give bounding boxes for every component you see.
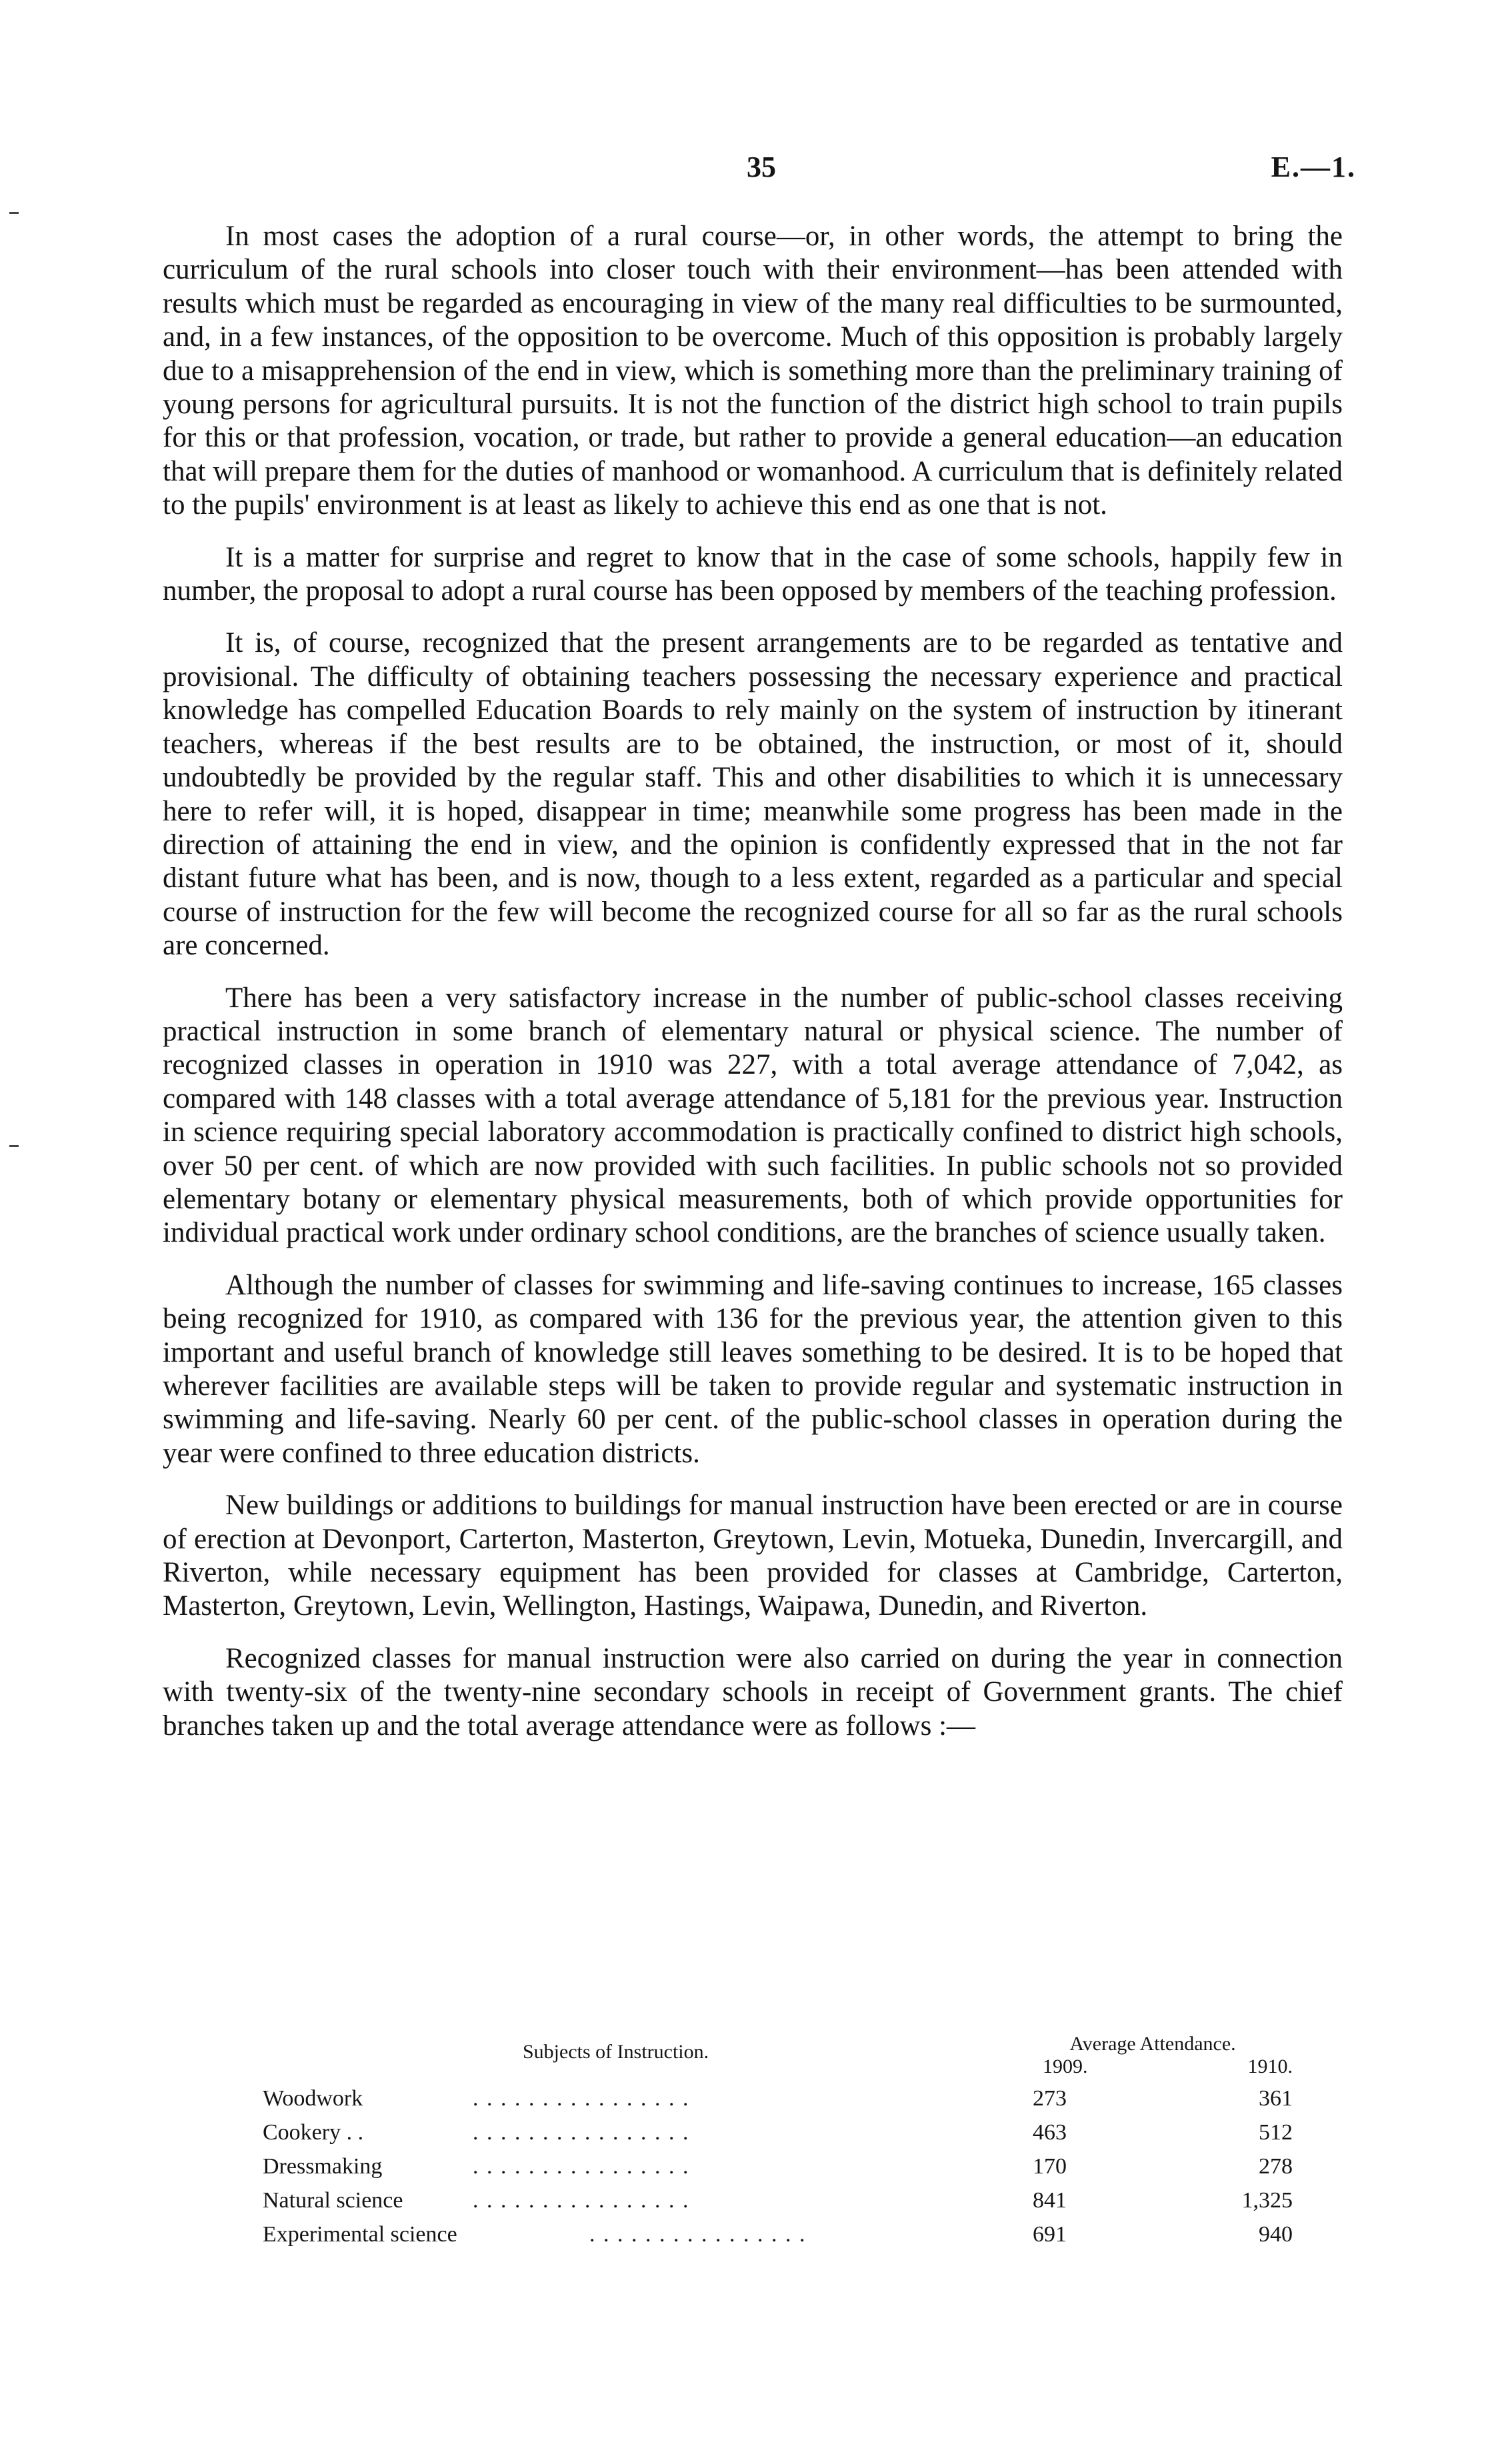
scan-mark: [9, 1145, 19, 1147]
table-row: [163, 2120, 1343, 2154]
paragraph-manual-instruction: Recognized classes for manual instruction were also carried on during the year in connection with twenty-six of the twenty-nine secondary schools in receipt of Government grants. The chief branches taken up and the total average attendance were as follows :—: [163, 1642, 1343, 1742]
paragraph-swimming: Although the number of classes for swimming and life-saving continues to increase, 165 classes being recognized for 1910, as compared with 136 for the previous year, the attention given to this important and useful branch of knowledge still leaves something to be desired. It is to be hoped that wherever facilities are available steps will be taken to provide regular and systematic instruction in swimming and life-saving. Nearly 60 per cent. of the public-school classes in operation during the year were confined to three education districts.: [163, 1269, 1343, 1469]
subject-cell: Natural science: [263, 2188, 403, 2213]
body-text: [163, 220, 1343, 1762]
document-reference: E.—1.: [1271, 151, 1356, 183]
subject-cell: Woodwork: [263, 2086, 363, 2111]
paragraph-science-classes: There has been a very satisfactory increase in the number of public-school classes receiving practical instruction in some branch of elementary natural or physical science. The number of recognized classes in operation in 1910 was 227, with a total average attendance of 7,042, as compared with 148 classes with a total average attendance of 5,181 for the previous year. Instruction in science requiring special laboratory accommodation is practically confined to district high schools, over 50 per cent. of which are now provided with such facilities. In public schools not so provided elementary botany or elementary physical measurements, both of which provide opportunities for individual practical work under ordinary school conditions, are the branches of science usually taken.: [163, 982, 1343, 1249]
subject-cell: Cookery . .: [263, 2120, 364, 2145]
paragraph-rural-course: In most cases the adoption of a rural course—or, in other words, the attempt to bring the curriculum of the rural schools into closer touch with their environment—has been attended with results which must be regarded as encouraging in view of the many real difficulties to be surmounted, and, in a few instances, of the opposition to be overcome. Much of this opposition is probably largely due to a misapprehension of the end in view, which is something more than the preliminary training of young persons for agricultural pursuits. It is not the function of the district high school to train pupils for this or that profession, vocation, or trade, but rather to provide a general education—an education that will prepare them for the duties of manhood or womanhood. A curriculum that is definitely related to the pupils' environment is at least as likely to achieve this end as one that is not.: [163, 221, 1343, 521]
table-header: [163, 2033, 1343, 2086]
subjects-column-header: Subjects of Instruction.: [523, 2041, 709, 2063]
year-headers: [1013, 2055, 1293, 2079]
paragraph-arrangements: It is, of course, recognized that the present arrangements are to be regarded as tentative and provisional. The difficulty of obtaining teachers possessing the necessary experience and practical knowledge has compelled Education Boards to rely mainly on the system of instruction by itinerant teachers, whereas if the best results are to be obtained, the instruction, or most of it, should undoubtedly be provided by the regular staff. This and other disabilities to which it is unnecessary here to refer will, it is hoped, disappear in time; meanwhile some progress has been made in the direction of attaining the end in view, and the opinion is confidently expressed that in the not far distant future what has been, and is now, though to a less extent, regarded as a particular and special course of instruction for the few will become the recognized course for all so far as the rural schools are concerned.: [163, 627, 1343, 962]
attendance-1910-cell: 940: [1259, 2222, 1293, 2247]
attendance-1909-cell: 273: [1033, 2086, 1067, 2111]
paragraph-opposition: It is a matter for surprise and regret to know that in the case of some schools, happily few in number, the proposal to adopt a rural course has been opposed by members of the teaching profession.: [163, 541, 1343, 607]
year-1909-header: 1909.: [1043, 2055, 1088, 2077]
attendance-1909-cell: 841: [1033, 2188, 1067, 2213]
attendance-header-label: Average Attendance.: [1069, 2033, 1236, 2055]
attendance-column-header: [1013, 2033, 1293, 2079]
paragraph-buildings: New buildings or additions to buildings for manual instruction have been erected or are in course of erection at Devonport, Carterton, Masterton, Greytown, Levin, Motueka, Dunedin, Invercargill, and Riverton, while necessary equipment has been provided for classes at Cambridge, Carterton, Masterton, Greytown, Levin, Wellington, Hastings, Waipawa, Dunedin, and Riverton.: [163, 1490, 1343, 1622]
dot-leader: . . . . . . . . . . . . . . . .: [473, 2188, 690, 2213]
dot-leader: . . . . . . . . . . . . . . . .: [589, 2222, 807, 2247]
attendance-1910-cell: 512: [1259, 2120, 1293, 2145]
attendance-1910-cell: 361: [1259, 2086, 1293, 2111]
table-row: [163, 2188, 1343, 2222]
dot-leader: . . . . . . . . . . . . . . . .: [473, 2154, 690, 2179]
dot-leader: . . . . . . . . . . . . . . . .: [473, 2120, 690, 2145]
attendance-1909-cell: 691: [1033, 2222, 1067, 2247]
table-row: [163, 2086, 1343, 2120]
subject-cell: Experimental science: [263, 2222, 457, 2247]
dot-leader: . . . . . . . . . . . . . . . .: [473, 2086, 690, 2111]
attendance-1909-cell: 463: [1033, 2120, 1067, 2145]
table-row: [163, 2222, 1343, 2256]
scan-mark: [9, 212, 19, 214]
subject-cell: Dressmaking: [263, 2154, 383, 2179]
year-1910-header: 1910.: [1247, 2055, 1293, 2077]
page-number: 35: [747, 151, 776, 183]
table-row: [163, 2154, 1343, 2188]
page-header: [0, 150, 1496, 197]
attendance-table: [163, 2033, 1343, 2256]
attendance-1910-cell: 1,325: [1241, 2188, 1293, 2213]
attendance-1910-cell: 278: [1259, 2154, 1293, 2179]
attendance-1909-cell: 170: [1033, 2154, 1067, 2179]
